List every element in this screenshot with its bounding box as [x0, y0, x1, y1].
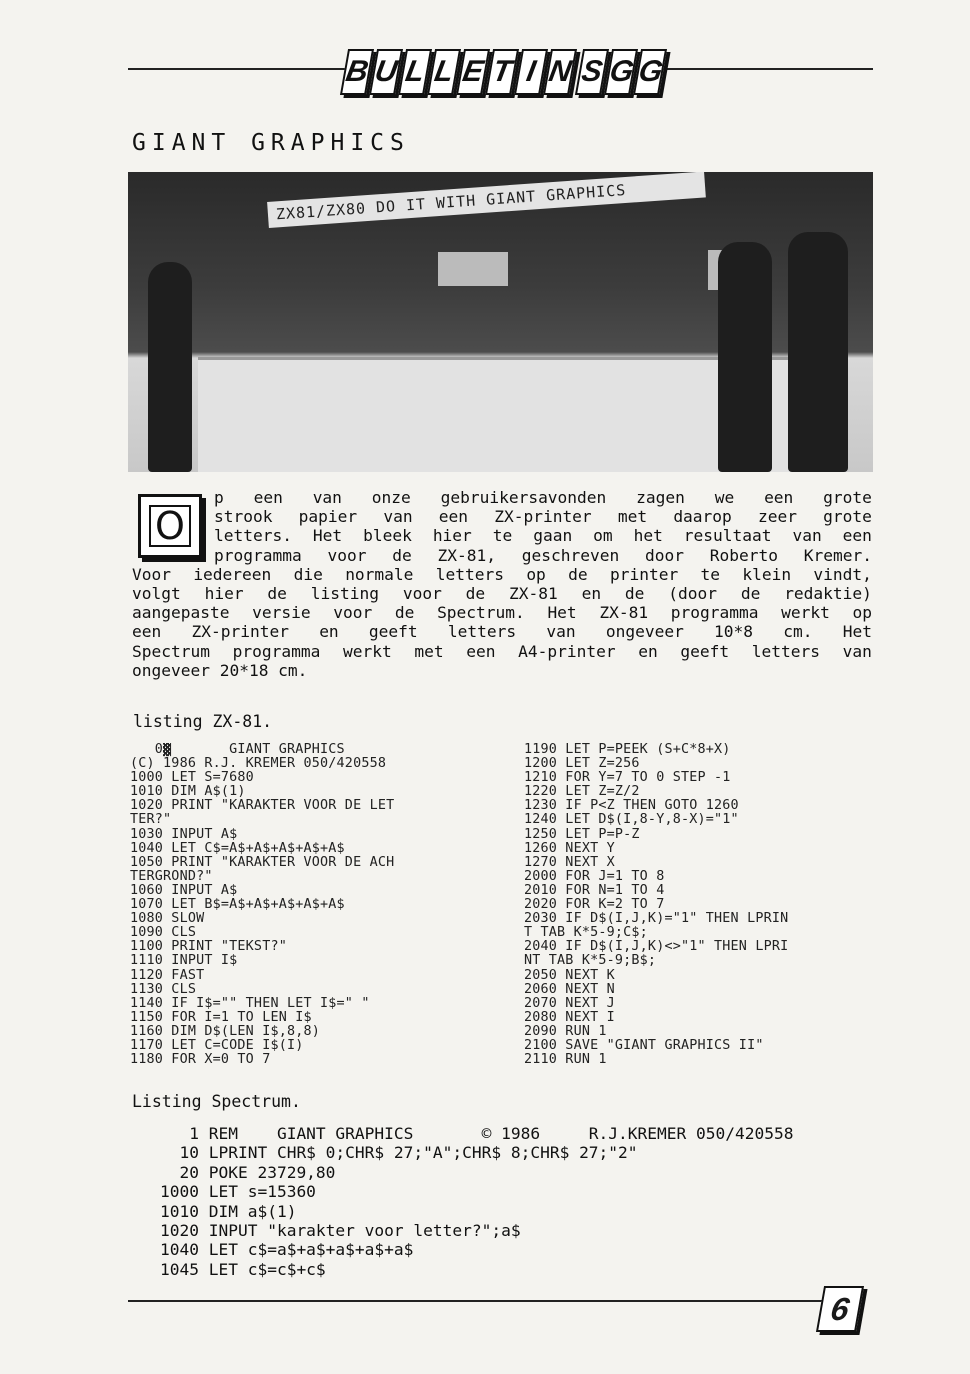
code-line: 1130 CLS: [130, 982, 197, 997]
code-line: 1210 FOR Y=7 TO 0 STEP -1: [524, 771, 731, 786]
code-line: T TAB K*5-9;C$;: [524, 926, 648, 941]
code-line: 0▓ GIANT GRAPHICS: [130, 743, 345, 757]
masthead-letter: E: [455, 49, 489, 95]
code-line: 1010 DIM A$(1): [130, 785, 246, 800]
code-line: 2110 RUN 1: [524, 1053, 607, 1068]
masthead-letter: G: [603, 49, 637, 95]
code-line: 1 REM GIANT GRAPHICS © 1986 R.J.KREMER 050/420558: [160, 1124, 794, 1143]
code-line: 2030 IF D$(I,J,K)="1" THEN LPRIN: [524, 912, 789, 927]
code-line: 1180 FOR X=0 TO 7: [130, 1053, 271, 1068]
code-line: 1150 FOR I=1 TO LEN I$: [130, 1010, 312, 1025]
zx81-listing-label: listing ZX-81.: [133, 712, 273, 731]
paragraph-line: volgt hier de listing voor de ZX-81 en de (door de redaktie): [132, 584, 872, 604]
code-line: 1050 PRINT "KARAKTER VOOR DE ACH: [130, 855, 395, 870]
masthead-logo: [342, 44, 665, 100]
paragraph-line: p een van onze gebruikersavonden zagen we een grote: [214, 488, 872, 507]
paragraph-line: aangepaste versie voor de Spectrum. Het ZX-81 programma werkt op: [132, 603, 872, 623]
code-line: 2050 NEXT K: [524, 968, 615, 983]
code-line: TERGROND?": [130, 869, 213, 884]
code-line: 1140 IF I$="" THEN LET I$=" ": [130, 996, 370, 1011]
footer-rule: [128, 1300, 828, 1302]
photo-screen: [438, 252, 508, 286]
code-line: 1250 LET P=P-Z: [524, 827, 640, 842]
code-line: 1160 DIM D$(LEN I$,8,8): [130, 1024, 321, 1039]
code-line: 1060 INPUT A$: [130, 883, 238, 898]
photo-banner: ZX81/ZX80 DO IT WITH GIANT GRAPHICS: [267, 172, 706, 228]
paragraph-line: strook papier van een ZX-printer met daarop zeer grote: [214, 507, 872, 527]
code-line: 2090 RUN 1: [524, 1024, 607, 1039]
masthead-letter: N: [542, 49, 576, 95]
code-line: TER?": [130, 813, 172, 828]
code-line: 1100 PRINT "TEKST?": [130, 940, 287, 955]
code-line: 2020 FOR K=2 TO 7: [524, 898, 665, 913]
photo-counter: [198, 357, 808, 472]
code-line: 1080 SLOW: [130, 912, 205, 927]
code-line: 2000 FOR J=1 TO 8: [524, 869, 665, 884]
dropcap-glyph: O: [149, 505, 191, 547]
masthead-letter: U: [368, 49, 402, 95]
code-line: 2070 NEXT J: [524, 996, 615, 1011]
code-line: 2080 NEXT I: [524, 1010, 615, 1025]
code-line: 1110 INPUT I$: [130, 954, 238, 969]
code-line: 1000 LET S=7680: [130, 771, 254, 786]
code-line: 1240 LET D$(I,8-Y,8-X)="1": [524, 813, 739, 828]
paragraph-line: ongeveer 20*18 cm.: [132, 660, 308, 680]
page-number: 6: [816, 1286, 864, 1332]
code-line: 1090 CLS: [130, 926, 197, 941]
code-line: 2060 NEXT N: [524, 982, 615, 997]
paragraph-line: een ZX-printer en geeft letters van ongeveer 10*8 cm. Het: [132, 622, 872, 642]
zx81-listing-right: [524, 743, 788, 1067]
masthead-letter: L: [426, 49, 460, 95]
code-line: 1270 NEXT X: [524, 855, 615, 870]
code-line: 1230 IF P<Z THEN GOTO 1260: [524, 799, 739, 814]
masthead-letter: B: [339, 49, 373, 95]
code-line: 2100 SAVE "GIANT GRAPHICS II": [524, 1038, 764, 1053]
code-line: 1170 LET C=CODE I$(I): [130, 1038, 304, 1053]
code-line: 1045 LET c$=c$+c$: [160, 1259, 326, 1279]
code-line: 1010 DIM a$(1): [160, 1201, 297, 1221]
masthead-letter: T: [484, 49, 518, 95]
article-paragraph: [132, 488, 872, 680]
photo-person: [148, 262, 192, 472]
code-line: 1190 LET P=PEEK (S+C*8+X): [524, 743, 731, 757]
code-line: 1040 LET C$=A$+A$+A$+A$+A$: [130, 841, 345, 856]
code-line: 1120 FAST: [130, 968, 205, 983]
spectrum-listing: [160, 1124, 793, 1279]
code-line: 1220 LET Z=Z/2: [524, 785, 640, 800]
code-line: 1260 NEXT Y: [524, 841, 615, 856]
masthead-letter: S: [574, 49, 608, 95]
code-line: 1030 INPUT A$: [130, 827, 238, 842]
masthead-letter: L: [397, 49, 431, 95]
code-line: 1040 LET c$=a$+a$+a$+a$+a$: [160, 1240, 414, 1260]
zx81-listing-left: [130, 743, 394, 1067]
masthead-letter: I: [513, 49, 547, 95]
code-line: 1000 LET s=15360: [160, 1182, 316, 1202]
spectrum-listing-label: Listing Spectrum.: [132, 1092, 301, 1111]
code-line: 20 POKE 23729,80: [160, 1162, 336, 1182]
article-photo: [128, 172, 873, 472]
code-line: 1020 PRINT "KARAKTER VOOR DE LET: [130, 799, 395, 814]
code-line: 2040 IF D$(I,J,K)<>"1" THEN LPRI: [524, 940, 789, 955]
code-line: 1200 LET Z=256: [524, 757, 640, 772]
paragraph-line: programma voor de ZX-81, geschreven door Roberto Kremer.: [214, 545, 872, 565]
code-line: (C) 1986 R.J. KREMER 050/420558: [130, 757, 387, 772]
code-line: 1070 LET B$=A$+A$+A$+A$+A$: [130, 898, 345, 913]
article-title: GIANT GRAPHICS: [132, 130, 410, 156]
paragraph-line: Spectrum programma werkt met een A4-printer en geeft letters van: [132, 641, 872, 661]
code-line: 1020 INPUT "karakter voor letter?";a$: [160, 1221, 521, 1241]
photo-person: [788, 232, 848, 472]
paragraph-line: letters. Het bleek hier te gaan om het resultaat van een: [214, 526, 872, 546]
photo-person: [718, 242, 772, 472]
masthead-letter: G: [632, 49, 666, 95]
paragraph-line: Voor iedereen die normale letters op de printer te klein vindt,: [132, 564, 872, 584]
code-line: NT TAB K*5-9;B$;: [524, 954, 657, 969]
code-line: 2010 FOR N=1 TO 4: [524, 883, 665, 898]
code-line: 10 LPRINT CHR$ 0;CHR$ 27;"A";CHR$ 8;CHR$ 27;"2": [160, 1143, 638, 1163]
